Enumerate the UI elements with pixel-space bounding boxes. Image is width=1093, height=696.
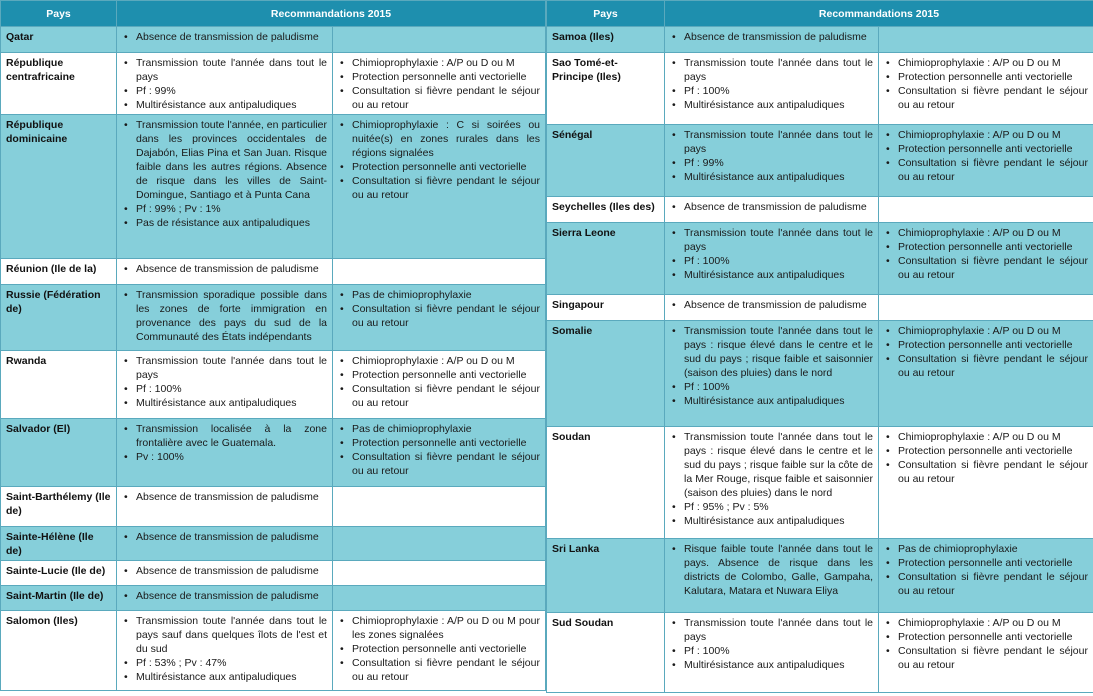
bullet-list	[670, 542, 873, 598]
bullet-list	[338, 118, 540, 202]
table-row	[547, 539, 1093, 613]
bullet-item: • Chimioprophylaxie : A/P ou D ou M pour les zones signalées	[338, 614, 540, 642]
bullet-item: • Chimioprophylaxie : A/P ou D ou M	[884, 226, 1088, 240]
country-cell: République dominicaine	[1, 115, 117, 259]
transmission-cell	[665, 223, 879, 295]
table-row	[1, 259, 546, 285]
country-cell: Soudan	[547, 427, 665, 539]
bullet-item: • Pas de chimioprophylaxie	[884, 542, 1088, 556]
bullet-list	[670, 616, 873, 672]
bullet-item: • Protection personnelle anti vectorielle	[884, 142, 1088, 156]
bullet-item: • Transmission toute l'année dans tout le pays	[670, 616, 873, 644]
header-pays-right: Pays	[547, 1, 665, 27]
bullet-list	[338, 288, 540, 330]
bullet-list	[122, 288, 327, 344]
prevention-cell	[333, 419, 546, 487]
prevention-cell	[333, 586, 546, 611]
bullet-list	[122, 354, 327, 410]
table-row	[547, 27, 1093, 53]
bullet-item: • Absence de transmission de paludisme	[670, 200, 873, 214]
bullet-item: • Protection personnelle anti vectorielle	[884, 240, 1088, 254]
table-row	[547, 125, 1093, 197]
bullet-item: • Pf : 100%	[122, 382, 327, 396]
prevention-cell	[333, 527, 546, 561]
prevention-cell	[879, 539, 1093, 613]
bullet-item: • Chimioprophylaxie : A/P ou D ou M	[338, 354, 540, 368]
bullet-item: • Protection personnelle anti vectorielle	[884, 556, 1088, 570]
table-row	[547, 295, 1093, 321]
left-table	[0, 0, 546, 691]
country-cell: Russie (Fédération de)	[1, 285, 117, 351]
bullet-item: • Protection personnelle anti vectorielle	[884, 338, 1088, 352]
transmission-cell	[665, 427, 879, 539]
table-row	[547, 321, 1093, 427]
bullet-item: • Consultation si fièvre pendant le séjour ou au retour	[884, 458, 1088, 486]
bullet-item: • Pf : 99%	[670, 156, 873, 170]
bullet-list	[122, 589, 327, 603]
transmission-cell	[665, 539, 879, 613]
bullet-item: • Consultation si fièvre pendant le séjour ou au retour	[884, 254, 1088, 282]
table-row	[547, 613, 1093, 693]
bullet-item: • Pv : 100%	[122, 450, 327, 464]
bullet-list	[122, 56, 327, 112]
bullet-item: • Transmission toute l'année dans tout le pays : risque élevé dans le centre et le sud du pays ; risque faible et saisonnier (saison des pluies) dans le nord	[670, 324, 873, 380]
table-row	[1, 53, 546, 115]
bullet-item: • Protection personnelle anti vectorielle	[338, 160, 540, 174]
prevention-cell	[879, 197, 1093, 223]
table-row	[1, 487, 546, 527]
bullet-list	[338, 56, 540, 112]
bullet-item: • Protection personnelle anti vectorielle	[338, 642, 540, 656]
bullet-item: • Multirésistance aux antipaludiques	[670, 658, 873, 672]
prevention-cell	[333, 259, 546, 285]
bullet-item: • Absence de transmission de paludisme	[122, 530, 327, 544]
bullet-item: • Transmission toute l'année dans tout le pays	[122, 354, 327, 382]
country-cell: Samoa (Iles)	[547, 27, 665, 53]
prevention-cell	[879, 321, 1093, 427]
bullet-list	[670, 226, 873, 282]
table-row	[547, 197, 1093, 223]
transmission-cell	[665, 125, 879, 197]
bullet-item: • Transmission toute l'année dans tout le pays : risque élevé dans le centre et le sud du pays ; risque faible sur la côte de la Mer Rouge, risque faible et saisonnier (saison des pluies) dans le nord	[670, 430, 873, 500]
bullet-item: • Consultation si fièvre pendant le séjour ou au retour	[338, 84, 540, 112]
prevention-cell	[333, 27, 546, 53]
bullet-list	[884, 226, 1088, 282]
prevention-cell	[879, 27, 1093, 53]
bullet-list	[122, 422, 327, 464]
table-row	[1, 527, 546, 561]
bullet-item: • Protection personnelle anti vectorielle	[884, 70, 1088, 84]
bullet-item: • Transmission toute l'année dans tout le pays	[670, 128, 873, 156]
left-table-container	[0, 0, 545, 691]
country-cell: Singapour	[547, 295, 665, 321]
bullet-item: • Pf : 95% ; Pv : 5%	[670, 500, 873, 514]
right-table-body	[547, 27, 1093, 693]
country-cell: Sainte-Lucie (Ile de)	[1, 561, 117, 586]
bullet-item: • Pf : 100%	[670, 254, 873, 268]
bullet-item: • Consultation si fièvre pendant le séjour ou au retour	[338, 450, 540, 478]
transmission-cell	[117, 527, 333, 561]
bullet-item: • Consultation si fièvre pendant le séjour ou au retour	[338, 656, 540, 684]
bullet-list	[338, 422, 540, 478]
header-recommandations: Recommandations 2015	[117, 1, 546, 27]
table-row	[547, 427, 1093, 539]
bullet-list	[670, 30, 873, 44]
bullet-list	[670, 430, 873, 528]
bullet-item: • Chimioprophylaxie : A/P ou D ou M	[884, 128, 1088, 142]
bullet-list	[670, 200, 873, 214]
transmission-cell	[117, 561, 333, 586]
transmission-cell	[665, 197, 879, 223]
transmission-cell	[117, 53, 333, 115]
bullet-item: • Multirésistance aux antipaludiques	[122, 670, 327, 684]
table-row	[1, 285, 546, 351]
bullet-item: • Multirésistance aux antipaludiques	[670, 268, 873, 282]
bullet-item: • Pf : 53% ; Pv : 47%	[122, 656, 327, 670]
bullet-item: • Multirésistance aux antipaludiques	[670, 98, 873, 112]
bullet-item: • Protection personnelle anti vectorielle	[338, 368, 540, 382]
transmission-cell	[665, 27, 879, 53]
table-row	[1, 586, 546, 611]
country-cell: Salomon (Iles)	[1, 611, 117, 691]
bullet-item: • Multirésistance aux antipaludiques	[670, 170, 873, 184]
left-table-body	[1, 27, 546, 691]
bullet-item: • Pf : 99% ; Pv : 1%	[122, 202, 327, 216]
bullet-list	[122, 564, 327, 578]
bullet-item: • Absence de transmission de paludisme	[122, 589, 327, 603]
country-cell: Somalie	[547, 321, 665, 427]
bullet-item: • Pas de chimioprophylaxie	[338, 288, 540, 302]
bullet-item: • Consultation si fièvre pendant le séjour ou au retour	[338, 302, 540, 330]
bullet-item: • Pf : 99%	[122, 84, 327, 98]
bullet-item: • Consultation si fièvre pendant le séjour ou au retour	[884, 570, 1088, 598]
prevention-cell	[333, 115, 546, 259]
bullet-item: • Chimioprophylaxie : A/P ou D ou M	[338, 56, 540, 70]
bullet-list	[122, 262, 327, 276]
country-cell: Sao Tomé-et-Principe (Iles)	[547, 53, 665, 125]
bullet-item: • Transmission toute l'année dans tout le pays	[670, 56, 873, 84]
bullet-item: • Absence de transmission de paludisme	[122, 30, 327, 44]
bullet-list	[884, 56, 1088, 112]
header-recommandations-right: Recommandations 2015	[665, 1, 1093, 27]
table-row	[1, 561, 546, 586]
country-cell: Sénégal	[547, 125, 665, 197]
country-cell: Sierra Leone	[547, 223, 665, 295]
prevention-cell	[879, 427, 1093, 539]
transmission-cell	[117, 351, 333, 419]
country-cell: Qatar	[1, 27, 117, 53]
bullet-list	[884, 616, 1088, 672]
transmission-cell	[117, 27, 333, 53]
bullet-item: • Chimioprophylaxie : A/P ou D ou M	[884, 430, 1088, 444]
bullet-item: • Pf : 100%	[670, 84, 873, 98]
bullet-item: • Absence de transmission de paludisme	[122, 564, 327, 578]
country-cell: Sud Soudan	[547, 613, 665, 693]
bullet-item: • Absence de transmission de paludisme	[670, 30, 873, 44]
prevention-cell	[333, 487, 546, 527]
bullet-item: • Chimioprophylaxie : A/P ou D ou M	[884, 616, 1088, 630]
right-table	[546, 0, 1093, 693]
bullet-item: • Pf : 100%	[670, 380, 873, 394]
bullet-item: • Multirésistance aux antipaludiques	[122, 396, 327, 410]
bullet-item: • Protection personnelle anti vectorielle	[338, 70, 540, 84]
prevention-cell	[879, 295, 1093, 321]
bullet-item: • Chimioprophylaxie : A/P ou D ou M	[884, 324, 1088, 338]
transmission-cell	[117, 419, 333, 487]
prevention-cell	[333, 561, 546, 586]
right-table-container	[546, 0, 1093, 693]
country-cell: Saint-Barthélemy (Ile de)	[1, 487, 117, 527]
bullet-item: • Transmission sporadique possible dans les zones de forte immigration en provenance des pays du sud de la Communauté des États indépendants	[122, 288, 327, 344]
transmission-cell	[665, 321, 879, 427]
prevention-cell	[879, 613, 1093, 693]
bullet-list	[670, 56, 873, 112]
bullet-item: • Multirésistance aux antipaludiques	[670, 514, 873, 528]
bullet-item: • Chimioprophylaxie : A/P ou D ou M	[884, 56, 1088, 70]
bullet-item: • Absence de transmission de paludisme	[122, 262, 327, 276]
table-row	[1, 611, 546, 691]
bullet-list	[884, 324, 1088, 380]
bullet-item: • Transmission toute l'année dans tout le pays sauf dans quelques îlots de l'est et du sud	[122, 614, 327, 656]
bullet-item: • Absence de transmission de paludisme	[670, 298, 873, 312]
bullet-item: • Protection personnelle anti vectorielle	[884, 630, 1088, 644]
transmission-cell	[117, 115, 333, 259]
prevention-cell	[333, 53, 546, 115]
table-row	[1, 27, 546, 53]
prevention-cell	[333, 611, 546, 691]
bullet-item: • Protection personnelle anti vectorielle	[338, 436, 540, 450]
bullet-list	[122, 118, 327, 230]
bullet-item: • Risque faible toute l'année dans tout le pays. Absence de risque dans les districts de Colombo, Galle, Gampaha, Kalutara, Matara et Nuwara Eliya	[670, 542, 873, 598]
transmission-cell	[665, 613, 879, 693]
bullet-list	[122, 614, 327, 684]
country-cell: Sri Lanka	[547, 539, 665, 613]
bullet-list	[884, 128, 1088, 184]
bullet-list	[122, 530, 327, 544]
transmission-cell	[117, 586, 333, 611]
table-row	[1, 419, 546, 487]
bullet-list	[670, 324, 873, 408]
bullet-item: • Pas de résistance aux antipaludiques	[122, 216, 327, 230]
bullet-item: • Consultation si fièvre pendant le séjour ou au retour	[338, 174, 540, 202]
bullet-item: • Consultation si fièvre pendant le séjour ou au retour	[884, 644, 1088, 672]
bullet-item: • Consultation si fièvre pendant le séjour ou au retour	[338, 382, 540, 410]
bullet-item: • Protection personnelle anti vectorielle	[884, 444, 1088, 458]
transmission-cell	[117, 285, 333, 351]
bullet-item: • Multirésistance aux antipaludiques	[670, 394, 873, 408]
prevention-cell	[333, 351, 546, 419]
bullet-item: • Consultation si fièvre pendant le séjour ou au retour	[884, 352, 1088, 380]
country-cell: Saint-Martin (Ile de)	[1, 586, 117, 611]
transmission-cell	[117, 611, 333, 691]
transmission-cell	[117, 487, 333, 527]
bullet-item: • Consultation si fièvre pendant le séjour ou au retour	[884, 84, 1088, 112]
prevention-cell	[879, 125, 1093, 197]
country-cell: Seychelles (Iles des)	[547, 197, 665, 223]
bullet-list	[670, 298, 873, 312]
country-cell: Réunion (Ile de la)	[1, 259, 117, 285]
bullet-list	[338, 614, 540, 684]
bullet-item: • Transmission localisée à la zone frontalière avec le Guatemala.	[122, 422, 327, 450]
bullet-item: • Pas de chimioprophylaxie	[338, 422, 540, 436]
country-cell: Rwanda	[1, 351, 117, 419]
bullet-list	[338, 354, 540, 410]
bullet-item: • Transmission toute l'année dans tout le pays	[122, 56, 327, 84]
bullet-item: • Absence de transmission de paludisme	[122, 490, 327, 504]
transmission-cell	[117, 259, 333, 285]
bullet-list	[122, 30, 327, 44]
header-pays: Pays	[1, 1, 117, 27]
country-cell: Sainte-Hélène (Ile de)	[1, 527, 117, 561]
transmission-cell	[665, 53, 879, 125]
bullet-item: • Pf : 100%	[670, 644, 873, 658]
table-row	[1, 115, 546, 259]
bullet-item: • Transmission toute l'année dans tout le pays	[670, 226, 873, 254]
table-row	[547, 53, 1093, 125]
bullet-list	[122, 490, 327, 504]
bullet-list	[884, 430, 1088, 486]
bullet-list	[884, 542, 1088, 598]
table-row	[1, 351, 546, 419]
bullet-list	[670, 128, 873, 184]
bullet-item: • Chimioprophylaxie : C si soirées ou nuitée(s) en zones rurales dans les régions signalées	[338, 118, 540, 160]
bullet-item: • Multirésistance aux antipaludiques	[122, 98, 327, 112]
bullet-item: • Consultation si fièvre pendant le séjour ou au retour	[884, 156, 1088, 184]
table-row	[547, 223, 1093, 295]
prevention-cell	[333, 285, 546, 351]
bullet-item: • Transmission toute l'année, en particulier dans les provinces occidentales de Dajabón, Elias Pina et San Juan. Risque faible dans les autres régions. Absence de risque dans les villes de Saint-Domingue, Santiago et à Punta Cana	[122, 118, 327, 202]
prevention-cell	[879, 223, 1093, 295]
transmission-cell	[665, 295, 879, 321]
country-cell: République centrafricaine	[1, 53, 117, 115]
country-cell: Salvador (El)	[1, 419, 117, 487]
prevention-cell	[879, 53, 1093, 125]
